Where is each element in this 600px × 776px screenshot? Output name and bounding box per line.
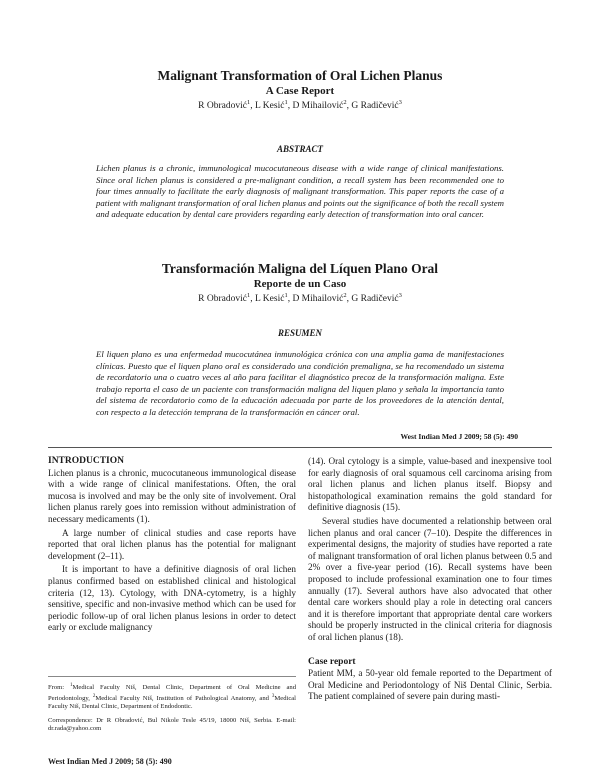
abstract-heading: ABSTRACT	[276, 144, 323, 154]
affiliation-mark: 3	[271, 693, 275, 699]
affiliation-mark: 1	[70, 683, 73, 688]
author: G Radičević	[351, 101, 399, 112]
body-paragraph: A large number of clinical studies and case reports have reported that oral lichen planus has the potential for malignant development (2–11).	[48, 527, 296, 561]
body-paragraph: It is important to have a definitive diagnosis of oral lichen planus confirmed based on established clinical and histological criteria (12, 13). Cytology, with DNA-cytometry, is a highly sensitive, specific and non-invasive method which can be used for periodic follow-up of oral lichen planus lesions in order to detect early or exclude malignancy	[48, 564, 296, 633]
case-report-heading: Case report	[308, 656, 356, 667]
footnote-prefix: From:	[48, 684, 71, 692]
affiliation-footnote	[48, 682, 296, 712]
author: G Radičević	[351, 294, 399, 305]
introduction-heading: INTRODUCTION	[48, 456, 125, 466]
spanish-subtitle: Reporte de un Caso	[253, 278, 347, 290]
spanish-title: Transformación Maligna del Líquen Plano Oral	[161, 261, 439, 276]
right-column	[308, 456, 552, 703]
left-column	[48, 456, 296, 634]
affiliation-text: Medical Faculty Niš, Institution of Pathological Anatomy, and	[95, 694, 272, 702]
author: R Obradović	[198, 101, 247, 112]
footnote-divider	[48, 676, 296, 677]
resumen-heading: RESUMEN	[277, 328, 322, 338]
abstract-text: Lichen planus is a chronic, immunological mucocutaneous disease with a wide range of clinical manifestations. Since oral lichen planus is considered a pre-malignant condition, a recall system has been recommended one to four times annually to facilitate the early diagnosis of malignant transformation. This paper reports the case of a patient with malignant transformation of oral lichen planus and points out the significance of both the recall system and adequate education by dental care providers regarding early detection of transformation into oral cancer.	[96, 163, 504, 220]
author-affiliation-mark: 3	[398, 99, 402, 106]
author: R Obradović	[198, 294, 247, 305]
article-title: Malignant Transformation of Oral Lichen Planus	[157, 68, 443, 83]
author-affiliation-mark: 3	[398, 292, 402, 299]
article-subtitle: A Case Report	[265, 85, 335, 97]
body-paragraph: Several studies have documented a relationship between oral lichen planus and oral cancer (7–10). Despite the differences in experimental designs, the majority of studies have reported a rate of malignant transformation of oral lichen planus between 0.5 and 2% over a five-year period (16). Recall systems have been proposed to include professional examination one to four times annually (17). Several authors have also advocated that other dental care workers should play a role in detecting oral cancers and it is therefore important that appropriate dental care workers should be properly instructed in the clinical criteria for diagnosis of oral lichen planus (18).	[308, 515, 552, 642]
citation-line: West Indian Med J 2009; 58 (5): 490	[400, 432, 518, 441]
author: D Mihailović	[292, 294, 344, 305]
affiliation-mark: 2	[92, 693, 96, 699]
body-paragraph: Patient MM, a 50-year old female reported to the Department of Oral Medicine and Periodontology of Niš Dental Clinic, Serbia. The patient complained of severe pain during masti-	[308, 668, 552, 702]
affiliation-text: Medical Faculty Niš, Dental Clinic, Department of Endodontic.	[48, 694, 297, 711]
author: D Mihailović	[292, 101, 344, 112]
author-affiliation-mark: 1	[284, 99, 288, 106]
author: L Kesić	[254, 294, 285, 305]
body-paragraph: (14). Oral cytology is a simple, value-based and inexpensive tool for early diagnosis of oral squamous cell carcinoma arising from oral lichen planus and lichen planus itself. Biopsy and histopathological examination remains the gold standard for definitive diagnosis (15).	[308, 456, 552, 513]
author-affiliation-mark: 1	[246, 99, 251, 106]
author-affiliation-mark: 2	[343, 99, 347, 106]
resumen-text: El liquen plano es una enfermedad mucocutánea inmunológica crónica con una amplia gama de manifestaciones clínicas. Puesto que el liquen plano oral es considerado una condición premaligna, se ha recomendado un sistema de recordatorio una o cuatro veces al año para facilitar el diagnóstico precoz de la transformación maligna. Este trabajo reporta el caso de un paciente con transformación maligna del liquen plano y señala la importancia tanto del sistema de recordatorio como de la educación adecuada por parte de los proveedores de la atención dental, con respecto a la detección temprana de la transformación en cáncer oral.	[96, 349, 504, 417]
page-footer: West Indian Med J 2009; 58 (5): 490	[48, 757, 172, 766]
section-divider	[48, 447, 552, 448]
body-paragraph: Lichen planus is a chronic, mucocutaneous immunological disease with a wide range of clinical manifestations. Often, the oral mucosa is involved and may be the only site of involvement. Oral lichen planus rarely goes into remission without administration of necessary medicaments (1).	[48, 467, 296, 524]
affiliation-text: Medical Faculty Niš, Dental Clinic, Department of Oral Medicine and Periodontology,	[48, 684, 296, 702]
author-list: R Obradović$^1$, L Kesić$^1$, D Mihailović$^2$, G Radičević$^3$	[198, 99, 402, 112]
author-affiliation-mark: 2	[343, 292, 347, 299]
spanish-author-list: R Obradović$^1$, L Kesić$^1$, D Mihailović$^2$, G Radičević$^3$	[198, 292, 402, 305]
author-affiliation-mark: 1	[284, 292, 288, 299]
correspondence-footnote: Correspondence: Dr R Obradović, Bul Nikole Tesle 45/19, 18000 Niš, Serbia. E-mail: dr.rada@yahoo.com	[48, 717, 296, 733]
author-affiliation-mark: 1	[246, 292, 251, 299]
author: L Kesić	[254, 101, 285, 112]
